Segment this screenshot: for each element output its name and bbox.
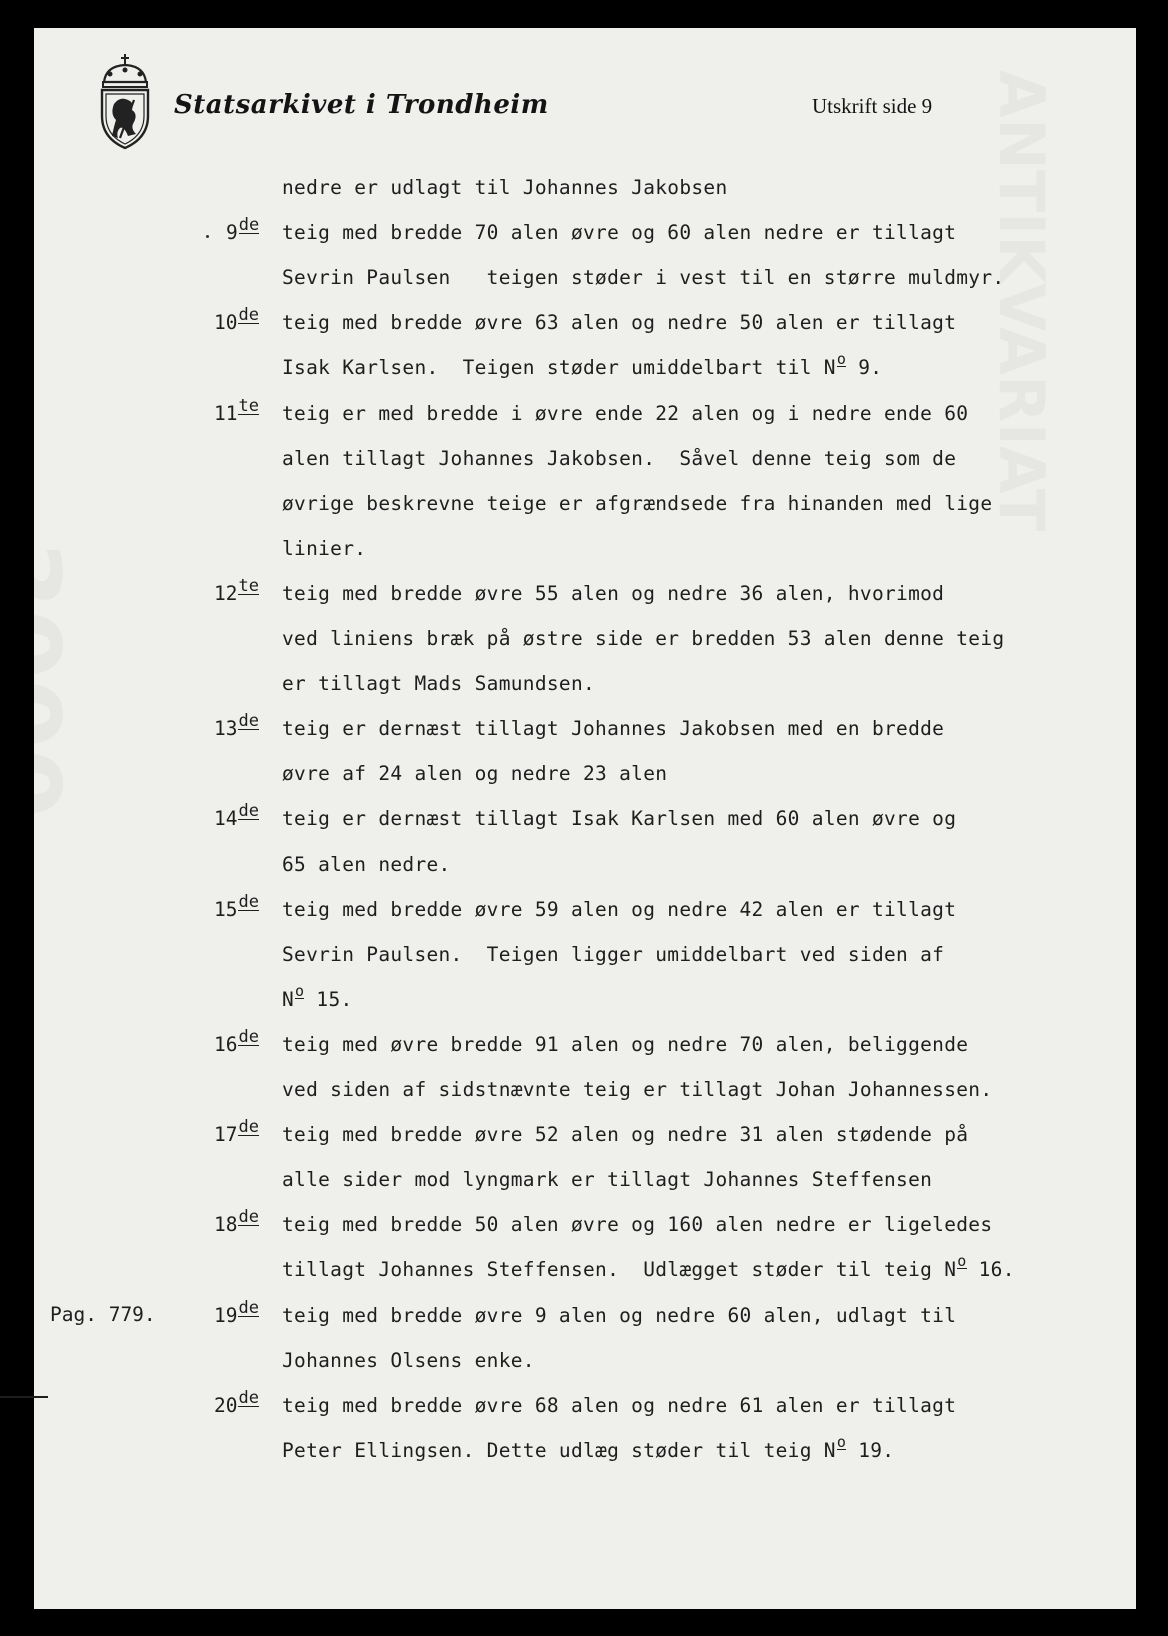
text-line bbox=[282, 1252, 1015, 1282]
line-text-after: 9. bbox=[846, 356, 883, 380]
text-line bbox=[282, 1123, 968, 1146]
text-line bbox=[282, 492, 992, 515]
text-line bbox=[282, 582, 944, 605]
text-line bbox=[282, 943, 944, 966]
line-text: teig med bredde øvre 52 alen og nedre 31 alen stødende på bbox=[282, 1123, 969, 1147]
text-line bbox=[282, 1033, 968, 1056]
text-line bbox=[282, 221, 956, 244]
text-line bbox=[282, 672, 595, 695]
line-text: teig er med bredde i øvre ende 22 alen og i nedre ende 60 bbox=[282, 401, 969, 425]
line-text: teig med bredde 70 alen øvre og 60 alen nedre er tillagt bbox=[282, 221, 957, 245]
line-text: øvre af 24 alen og nedre 23 alen bbox=[282, 762, 668, 786]
line-text: teig med bredde øvre 55 alen og nedre 36 alen, hvorimod bbox=[282, 581, 945, 605]
parcel-number: 13de bbox=[214, 711, 259, 741]
text-line bbox=[282, 762, 667, 785]
parcel-number: 14de bbox=[214, 801, 259, 831]
line-text: teig med bredde øvre 9 alen og nedre 60 alen, udlagt til bbox=[282, 1303, 957, 1327]
text-line bbox=[282, 1432, 895, 1462]
line-text: ved siden af sidstnævnte teig er tillagt Johan Johannessen. bbox=[282, 1078, 993, 1101]
text-line bbox=[282, 1078, 992, 1101]
line-text: er tillagt Mads Samundsen. bbox=[282, 672, 596, 696]
numero-sign: o bbox=[957, 1252, 967, 1271]
line-text: alle sider mod lyngmark er tillagt Johannes Steffensen bbox=[282, 1168, 933, 1192]
line-text: teig med bredde øvre 63 alen og nedre 50 alen er tillagt bbox=[282, 311, 957, 335]
numero-sign: o bbox=[836, 350, 847, 369]
parcel-number: 18de bbox=[214, 1207, 259, 1237]
line-text: Sevrin Paulsen teigen støder i vest til en større muldmyr. bbox=[282, 266, 1005, 290]
text-line bbox=[282, 853, 451, 876]
line-text: teig er dernæst tillagt Isak Karlsen med 60 alen øvre og bbox=[282, 807, 957, 831]
line-text: teig er dernæst tillagt Johannes Jakobsen med en bredde bbox=[282, 717, 945, 741]
parcel-number: 11te bbox=[214, 395, 259, 425]
coat-of-arms-icon bbox=[90, 52, 160, 152]
line-text: nedre er udlagt til Johannes Jakobsen bbox=[282, 176, 728, 199]
line-text: N bbox=[282, 987, 295, 1011]
text-line bbox=[282, 1304, 956, 1327]
line-text: Isak Karlsen. Teigen støder umiddelbart til N bbox=[282, 356, 836, 380]
parcel-number: 15de bbox=[214, 891, 259, 921]
line-text: Peter Ellingsen. Dette udlæg støder til teig N bbox=[282, 1438, 836, 1462]
line-text-after: 15. bbox=[304, 987, 353, 1011]
watermark-edge bbox=[985, 70, 1058, 531]
line-text: 65 alen nedre. bbox=[282, 852, 451, 876]
line-text: teig med bredde 50 alen øvre og 160 alen nedre er ligeledes bbox=[282, 1213, 993, 1237]
numero-sign: o bbox=[295, 981, 305, 1000]
line-text: teig med øvre bredde 91 alen og nedre 70 alen, beliggende bbox=[282, 1032, 969, 1056]
watermark-stamp bbox=[0, 540, 82, 818]
line-text: Johannes Olsens enke. bbox=[282, 1348, 535, 1372]
line-text-after: 16. bbox=[966, 1258, 1015, 1282]
text-line bbox=[282, 176, 727, 199]
archive-name: Statsarkivet i Trondheim bbox=[174, 90, 549, 120]
line-text-after: 19. bbox=[846, 1438, 895, 1462]
line-text: øvrige beskrevne teige er afgrændsede fra hinanden med lige bbox=[282, 491, 993, 515]
text-line bbox=[282, 1168, 932, 1191]
page-number-label: Utskrift side 9 bbox=[812, 94, 933, 118]
numero-sign: o bbox=[836, 1432, 847, 1451]
text-line bbox=[282, 537, 366, 560]
margin-mark bbox=[0, 1396, 48, 1398]
text-line bbox=[282, 717, 944, 740]
text-line bbox=[282, 1213, 992, 1236]
parcel-number: 10de bbox=[214, 305, 259, 335]
line-text: Sevrin Paulsen. Teigen ligger umiddelbart ved siden af bbox=[282, 942, 945, 966]
text-line bbox=[282, 981, 353, 1011]
parcel-number: 17de bbox=[214, 1117, 259, 1147]
margin-page-reference: Pag. 779. bbox=[50, 1303, 156, 1326]
text-line bbox=[282, 266, 1004, 289]
parcel-number: 16de bbox=[214, 1026, 259, 1056]
text-line bbox=[282, 898, 956, 921]
text-line bbox=[282, 1394, 956, 1417]
text-line bbox=[282, 627, 1004, 650]
line-text: ved liniens bræk på østre side er bredden 53 alen denne teig bbox=[282, 627, 1005, 650]
parcel-number: 9de bbox=[226, 215, 260, 245]
parcel-number: 20de bbox=[214, 1387, 259, 1417]
text-line bbox=[282, 447, 956, 470]
line-text: linier. bbox=[282, 536, 367, 560]
parcel-number: 19de bbox=[214, 1297, 259, 1327]
text-line bbox=[282, 350, 883, 380]
text-line bbox=[282, 1349, 535, 1372]
line-text: teig med bredde øvre 59 alen og nedre 42 alen er tillagt bbox=[282, 897, 957, 921]
line-text: teig med bredde øvre 68 alen og nedre 61 alen er tillagt bbox=[282, 1393, 957, 1417]
text-line bbox=[282, 402, 968, 425]
line-text: tillagt Johannes Steffensen. Udlægget støder til teig N bbox=[282, 1258, 957, 1282]
ink-dot bbox=[206, 235, 209, 238]
line-text: alen tillagt Johannes Jakobsen. Såvel denne teig som de bbox=[282, 446, 957, 470]
parcel-number: 12te bbox=[214, 575, 259, 605]
text-line bbox=[282, 311, 956, 334]
text-line bbox=[282, 807, 956, 830]
